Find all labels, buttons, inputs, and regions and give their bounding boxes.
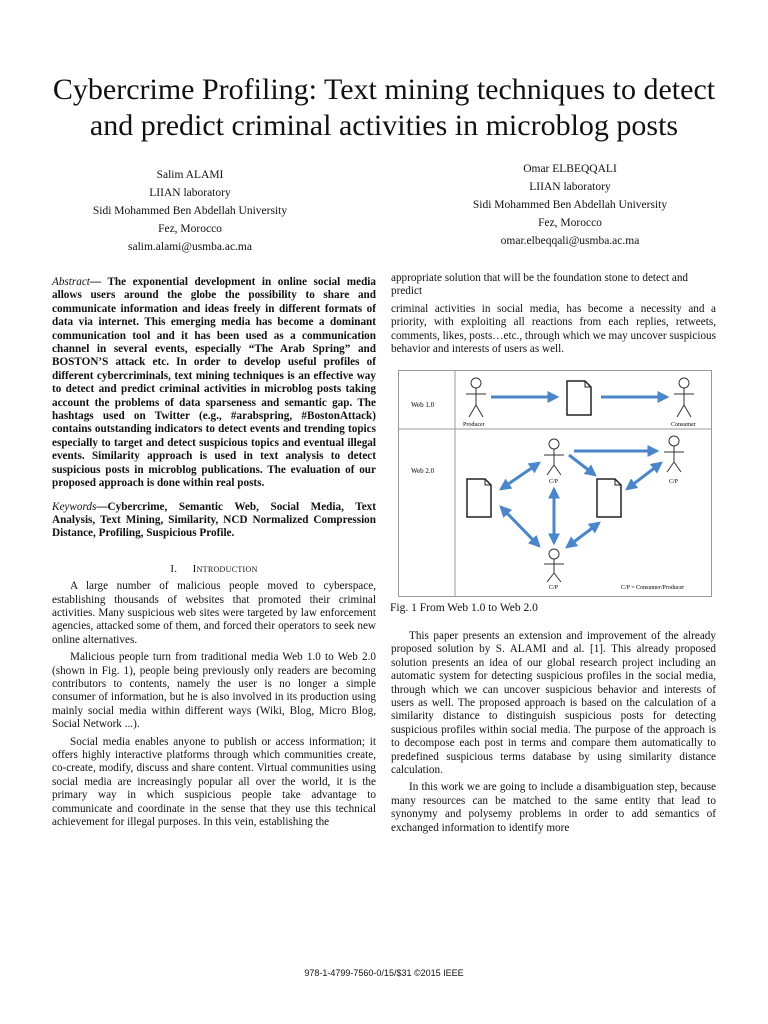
section-number: I. — [170, 562, 178, 575]
figure-caption: Fig. 1 From Web 1.0 to Web 2.0 — [390, 602, 538, 614]
arrow-cp-top-doc-right — [569, 455, 595, 475]
intro-paragraph-3: Social media enables anyone to publish or access information; it offers highly interactive platforms through which communities create, co-create, modify, discuss and share content. Virtual communities using social media are increasingly popular all over the world, it is the primary way in which suspicious people take advantage to communicate and coordinate in the sense that they use this technical achievement for illegal purposes. In this vein, establishing the — [52, 735, 376, 829]
keywords-text: —Cybercrime, Semantic Web, Social Media, Text Analysis, Text Mining, Similarity, NCD Normalized Compression Distance, Profiling, Suspicious Profile. — [52, 500, 376, 540]
figure-diagram — [399, 371, 711, 596]
intro-paragraph-1: A large number of malicious people moved to cyberspace, establishing thousands of websites that promoted their criminal activities. Many suspicious web sites were targeted by law enforcement agencies, attacked some of them, and forced their operators to seek new online alternatives. — [52, 580, 376, 646]
consumer-person-icon — [674, 378, 694, 417]
right-paragraph-1: This paper presents an extension and improvement of the already proposed solution by S. ALAMI and al. [1]. This already proposed solution presents an idea of our global research project including an automatic system for detecting suspicious profiles in the social media, through which we can uncover suspicious behavior and interests of users as well. The proposed approach is based on the calculation of a similarity distance to distinguish suspicious posts for detecting suspicious profiles within social media. The purpose of the approach is to decompose each post in terms and compare them automatically to predefined suspicious terms database by using similarity distance calculation. — [391, 630, 716, 777]
author-block-2 — [450, 160, 690, 250]
intro-paragraph-2: Malicious people turn from traditional media Web 1.0 to Web 2.0 (shown in Fig. 1), people being previously only readers are becoming contributors to contents, namely the user is no longer a simple consumer of information, but he is also involved in its production using mainly social media within different ways (Wiki, Blog, Micro Blog, Social Network ...). — [52, 651, 376, 731]
keywords — [52, 501, 376, 541]
document-icon-right — [597, 479, 621, 517]
document-icon — [567, 381, 591, 415]
author-city: Fez, Morocco — [158, 223, 222, 235]
right-top-paragraph-2: criminal activities in social media, has become a necessity and a priority, with exploiting all reactions from each replies, retweets, comments, likes, posts…etc., through which we may uncover suspicious behavior and interests of users as well. — [391, 302, 717, 356]
author-email: omar.elbeqqali@usmba.ac.ma — [500, 235, 640, 247]
cp-person-icon-top — [544, 439, 564, 475]
web1-label: Web 1.0 — [411, 401, 435, 409]
author-lab: LIIAN laboratory — [149, 187, 231, 199]
figure-legend: C/P = Consumer/Producer — [621, 585, 685, 591]
right-column-top — [391, 272, 716, 360]
author-city: Fez, Morocco — [538, 217, 602, 229]
copyright-footer: 978-1-4799-7560-0/15/$31 ©2015 IEEE — [304, 968, 464, 978]
right-column-bottom — [391, 630, 716, 839]
section-title: Introduction — [192, 562, 258, 575]
cp-person-icon-right — [664, 436, 684, 472]
author-name: Omar ELBEQQALI — [523, 163, 617, 175]
author-university: Sidi Mohammed Ben Abdellah University — [92, 205, 288, 217]
section-heading — [52, 563, 376, 576]
cp-label-right: C/P — [669, 479, 679, 485]
right-paragraph-2: In this work we are going to include a disambiguation step, because many resources can be matched to the same entity that lead to synonymy and polysemy problems in order to add semantics of exchanged information to identify more — [391, 781, 716, 834]
arrow-doc-left-cp-top — [501, 463, 539, 489]
document-icon-left — [467, 479, 491, 517]
abstract — [52, 276, 376, 491]
cp-label-top: C/P — [549, 479, 559, 485]
figure-1 — [398, 370, 712, 597]
consumer-label: Consumer — [671, 422, 696, 428]
arrow-cp-bottom-doc-right — [567, 523, 599, 547]
title-line-2: and predict criminal activities in microblog posts — [89, 109, 679, 142]
cp-label-bottom: C/P — [549, 585, 559, 591]
abstract-lead: Abstract — [52, 276, 90, 288]
paper-title — [0, 72, 768, 144]
author-block-1 — [70, 166, 310, 256]
web2-label: Web 2.0 — [411, 467, 435, 475]
left-column — [52, 276, 376, 833]
abstract-text: — The exponential development in online social media allows users around the globe the possibility to share and communicate information and ideas freely in different formats of data via internet. This emerging media has become a dominant communication tool and it has been used as a communication channel in several events, especially “The Arab Spring” and BOSTON’S attack etc. In order to develop useful profiles of different cybercriminals, text mining techniques is an effective way to detect and predict criminal activities in microblog posts taking account the problems of data sparseness and semantic gap. The hashtags used on Twitter (e.g., #arabspring, #BostonAttack) contains outstanding indicators to detect events and trending topics especially to target and detect suspicious topics and eventual illegal events. Similarity approach is used in text analysis to detect suspicious posts in microblog publications. The evaluation of our proposed approach is done within real posts. — [52, 276, 376, 490]
arrow-doc-right-cp-right — [627, 463, 661, 489]
title-line-1: Cybercrime Profiling: Text mining techniques to detect — [52, 73, 716, 106]
producer-label: Producer — [463, 422, 485, 428]
author-lab: LIIAN laboratory — [529, 181, 611, 193]
author-university: Sidi Mohammed Ben Abdellah University — [472, 199, 668, 211]
keywords-lead: Keywords — [52, 500, 97, 513]
producer-person-icon — [466, 378, 486, 417]
cp-person-icon-bottom — [544, 549, 564, 582]
right-top-paragraph-1: appropriate solution that will be the foundation stone to detect and predict — [391, 272, 689, 298]
author-email: salim.alami@usmba.ac.ma — [128, 241, 252, 253]
author-name: Salim ALAMI — [156, 169, 224, 181]
arrow-doc-left-cp-bottom — [501, 507, 539, 546]
